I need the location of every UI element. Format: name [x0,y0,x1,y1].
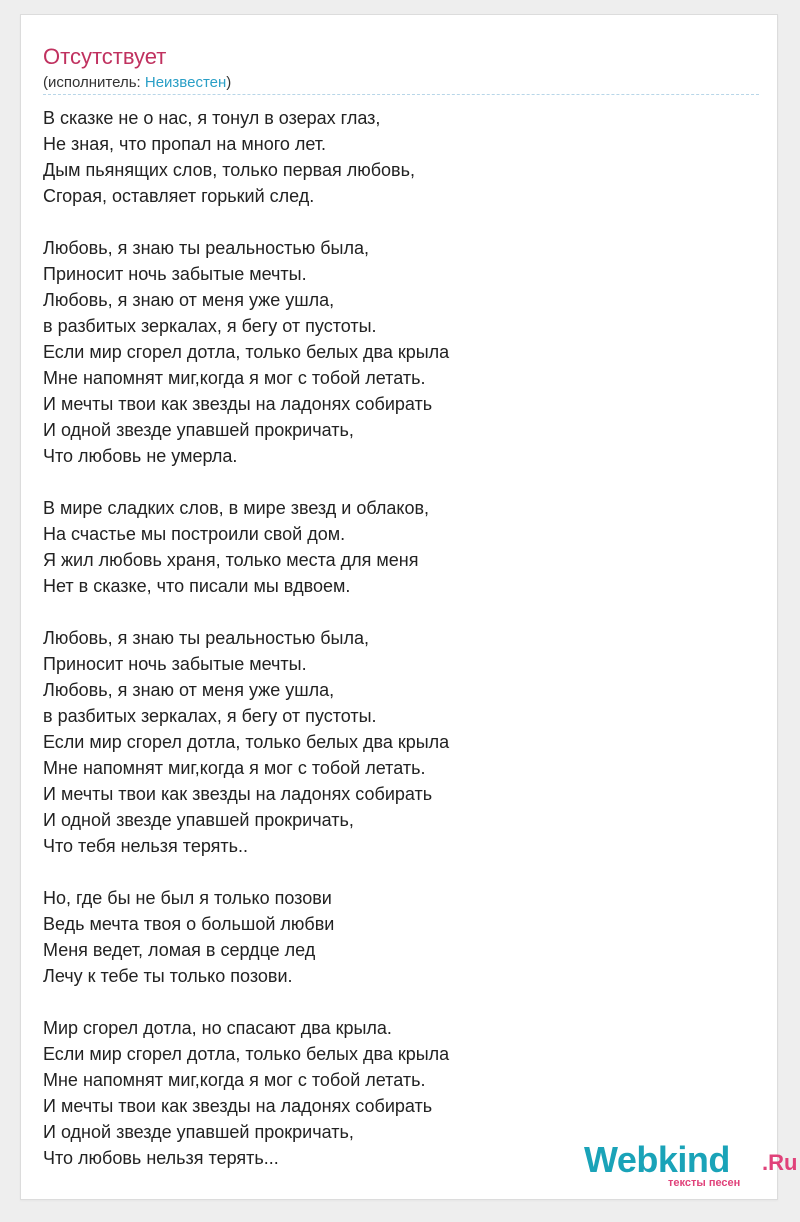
lyrics-stanza [43,885,763,989]
artist-link[interactable]: Неизвестен [144,74,227,91]
lyrics-line: Любовь, я знаю от меня уже ушла, [43,290,335,310]
lyrics-line: Нет в сказке, что писали мы вдвоем. [43,576,351,596]
lyrics-line: В мире сладких слов, в мире звезд и облаков, [43,498,430,518]
lyrics-line: И одной звезде упавшей прокричать, [43,1122,354,1142]
lyrics-line: Любовь, я знаю ты реальностью была, [43,238,369,258]
lyrics-line: Что тебя нельзя терять.. [43,836,249,856]
lyrics-line: И одной звезде упавшей прокричать, [43,810,354,830]
webkind-logo [584,1139,798,1196]
lyrics-line: Меня ведет, ломая в сердце лед [43,940,316,960]
lyrics-line: И одной звезде упавшей прокричать, [43,420,354,440]
logo-tagline: тексты песен [668,1177,741,1189]
lyrics-line: Лечу к тебе ты только позови. [43,966,293,986]
lyrics-line: Если мир сгорел дотла, только белых два крыла [43,342,450,362]
lyrics-line: в разбитых зеркалах, я бегу от пустоты. [43,316,377,336]
lyrics-line: Я жил любовь храня, только места для меня [43,550,419,570]
lyrics-line: Мир сгорел дотла, но спасают два крыла. [43,1018,392,1038]
lyrics-line: И мечты твои как звезды на ладонях собирать [43,1096,433,1116]
lyrics-line: Что любовь не умерла. [43,446,238,466]
lyrics-line: Любовь, я знаю от меня уже ушла, [43,680,335,700]
lyrics-line: Если мир сгорел дотла, только белых два крыла [43,732,450,752]
lyrics-stanza [43,235,763,469]
lyrics-line: Мне напомнят миг,когда я мог с тобой летать. [43,758,426,778]
lyrics-card [20,14,798,1200]
artist-prefix: (исполнитель: [43,74,145,91]
lyrics-stanza [43,625,763,859]
song-title: Отсутствует [43,44,167,69]
lyrics-stanza [43,105,763,209]
lyrics-line: Приносит ночь забытые мечты. [43,654,307,674]
lyrics-body [43,105,763,1197]
lyrics-line: Если мир сгорел дотла, только белых два крыла [43,1044,450,1064]
lyrics-line: Мне напомнят миг,когда я мог с тобой летать. [43,368,426,388]
logo-tld: .Ru [762,1150,798,1175]
lyrics-line: И мечты твои как звезды на ладонях собирать [43,784,433,804]
lyrics-line: в разбитых зеркалах, я бегу от пустоты. [43,706,377,726]
lyrics-line: В сказке не о нас, я тонул в озерах глаз, [43,108,381,128]
lyrics-line: Любовь, я знаю ты реальностью была, [43,628,369,648]
lyrics-stanza [43,495,763,599]
logo-brand: Webkind [584,1139,730,1180]
artist-suffix: ) [226,74,232,91]
lyrics-line: Дым пьянящих слов, только первая любовь, [43,160,415,180]
title-divider [43,94,759,95]
lyrics-line: Не зная, что пропал на много лет. [43,134,327,154]
lyrics-line: Что любовь нельзя терять... [43,1148,279,1168]
artist-line [43,73,231,93]
lyrics-line: Мне напомнят миг,когда я мог с тобой летать. [43,1070,426,1090]
lyrics-line: Приносит ночь забытые мечты. [43,264,307,284]
lyrics-line: И мечты твои как звезды на ладонях собирать [43,394,433,414]
lyrics-line: Сгорая, оставляет горький след. [43,186,315,206]
lyrics-line: Ведь мечта твоя о большой любви [43,914,335,934]
lyrics-line: На счастье мы построили свой дом. [43,524,346,544]
lyrics-line: Но, где бы не был я только позови [43,888,332,908]
